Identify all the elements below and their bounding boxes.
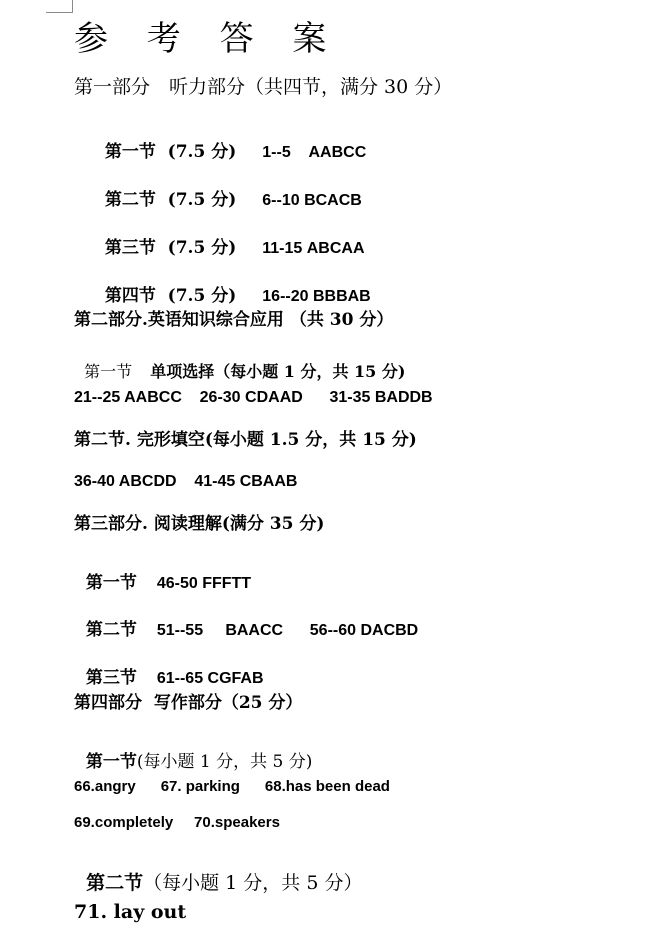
- part4-section2-answer: 71. lay out: [74, 901, 187, 923]
- section-label: 第三节 (7.5 分): [104, 238, 237, 258]
- part3-section2: [74, 605, 418, 639]
- part3-section1: [74, 558, 251, 592]
- part2-section1-heading: [74, 348, 405, 380]
- section-desc: （每小题 1 分，共 5 分）: [143, 872, 363, 894]
- part4-heading: 第四部分 写作部分（25 分）: [74, 693, 303, 713]
- part1-heading: 第一部分 听力部分（共四节，满分 30 分）: [74, 76, 453, 98]
- part1-section1: [93, 127, 366, 161]
- section-answers: 11-15 ABCAA: [262, 240, 365, 257]
- part2-section2-heading: 第二节. 完形填空(每小题 1.5 分，共 15 分): [74, 430, 417, 450]
- page-corner-mark: [46, 0, 73, 13]
- part4-section1-heading: [74, 737, 312, 771]
- part2-heading: 第二部分.英语知识综合应用 （共 30 分）: [74, 310, 394, 330]
- section-label: 第一节: [84, 362, 133, 381]
- part1-section4: [93, 271, 371, 305]
- section-label: 第一节: [85, 752, 137, 772]
- section-label: 第二节: [86, 872, 144, 894]
- section-answers: 46-50 FFFTT: [156, 575, 252, 592]
- part3-section3: [74, 653, 264, 687]
- section-label: 第四节 (7.5 分): [104, 286, 237, 306]
- section-desc: 单项选择（每小题 1 分，共 15 分): [150, 362, 406, 381]
- section-answers: 16--20 BBBAB: [262, 288, 371, 305]
- part4-section2-heading: [74, 855, 362, 893]
- part2-section2-answers: 36-40 ABCDD 41-45 CBAAB: [74, 473, 298, 490]
- section-label: 第一节 (7.5 分): [104, 142, 237, 162]
- section-label: 第二节 (7.5 分): [104, 190, 237, 210]
- section-desc: (每小题 1 分，共 5 分): [136, 752, 313, 772]
- section-label: 第一节: [85, 573, 137, 593]
- part1-section2: [93, 175, 362, 209]
- document-title: 参 考 答 案: [74, 19, 341, 59]
- section-answers: 6--10 BCACB: [262, 192, 362, 209]
- section-answers: 61--65 CGFAB: [156, 670, 264, 687]
- section-label: 第三节: [85, 668, 137, 688]
- part1-section3: [93, 223, 365, 257]
- part3-heading: 第三部分. 阅读理解(满分 35 分): [74, 514, 325, 534]
- section-answers: 1--5 AABCC: [262, 144, 367, 161]
- part4-answers-row2: 69.completely 70.speakers: [74, 814, 280, 831]
- section-answers: 51--55 BAACC 56--60 DACBD: [156, 622, 419, 639]
- part4-answers-row1: 66.angry 67. parking 68.has been dead: [74, 778, 390, 795]
- part2-section1-answers: 21--25 AABCC 26-30 CDAAD 31-35 BADDB: [74, 389, 433, 406]
- section-label: 第二节: [85, 620, 137, 640]
